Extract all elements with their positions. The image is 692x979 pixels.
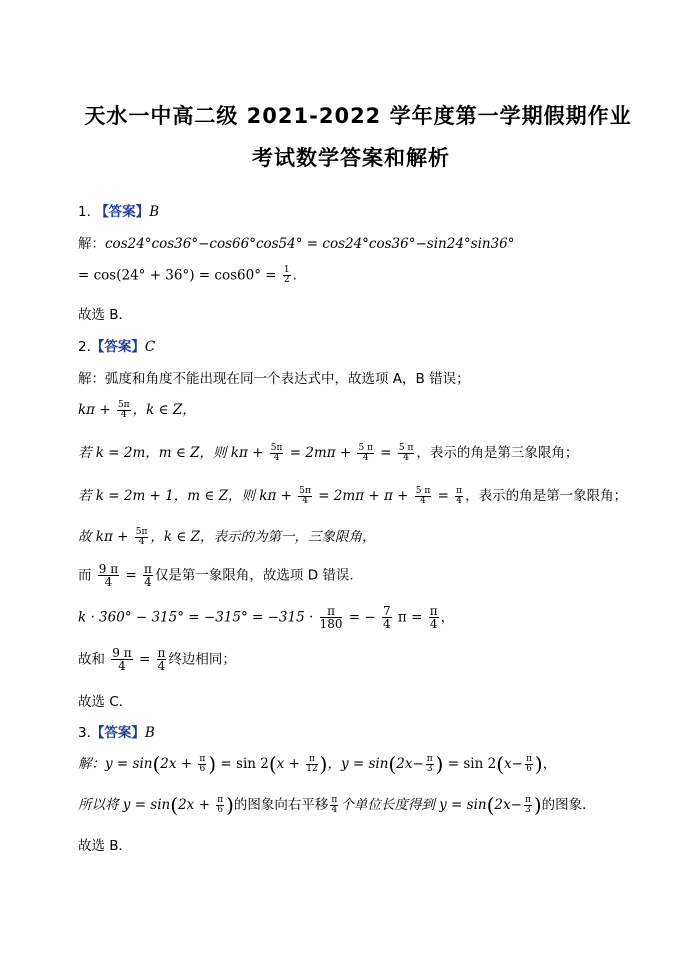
q2-number: 2. <box>78 339 91 355</box>
q1-number: 1. <box>78 204 91 220</box>
q1-fraction: $\frac{1}{2}$ <box>283 265 290 285</box>
q2-answer: C <box>144 339 156 355</box>
q3-number: 3. <box>78 725 91 741</box>
q2-conclusion: 故选 C． <box>78 694 133 710</box>
q2-line-1: 解：弧度和角度不能出现在同一个表达式中，故选项 A，B 错误； <box>78 371 470 387</box>
q1-conclusion: 故选 B． <box>78 307 133 323</box>
q2-line-2: kπ + $\frac{5\pi}{4}$ ，k ∈ Z， <box>78 399 196 420</box>
q1-expr-1: cos24°cos36°−cos66°cos54° = cos24°cos36°−sin24°sin36° <box>105 236 515 252</box>
q3-line-2: 所以将 y = sin(2x + $\frac{\pi}{6}$ )的图象向右平移 $\frac{\pi}{4}$ 个单位长度得到 y = sin(2x− $\frac{\pi}{3}$ )的图象． <box>78 793 596 817</box>
q2-line-7: k · 360° − 315° = −315° = −315 · $\frac{\pi}{180}$ = − $\frac{7}{4}$ π = $\frac{\pi}{4}$ ， <box>78 604 455 631</box>
q2-answer-line <box>78 335 155 355</box>
q3-answer-tag: 【答案】 <box>90 725 145 741</box>
document-subtitle: 考试数学答案和解析 <box>252 146 450 170</box>
q2-line-8: 故和 $\frac{9 \pi}{4}$ = $\frac{\pi}{4}$ 终边相同； <box>78 646 236 673</box>
q1-answer: B <box>149 204 160 220</box>
q2-line-4: 若 k = 2m + 1，m ∈ Z，则 kπ + $\frac{5\pi}{4}$ = 2mπ + π + $\frac{5 \pi}{4}$ = $\frac{\pi}{4}$ ，表示的角是第一象限角； <box>78 485 628 506</box>
q1-expr-2: = cos(24° + 36°) = cos60° = <box>78 267 277 284</box>
q2-answer-tag: 【答案】 <box>90 339 145 355</box>
q1-answer-line <box>78 200 159 220</box>
q2-line-5: 故 kπ + $\frac{5\pi}{4}$ ，k ∈ Z，表示的为第一，三象限角， <box>78 526 376 547</box>
q1-solution-label: 解： <box>78 236 105 252</box>
q3-line-1: 解：y = sin(2x + $\frac{\pi}{6}$ ) = sin 2(x + $\frac{\pi}{12}$ )，y = sin(2x− $\frac{\pi}{3}$ ) = sin 2(x− $\frac{\pi}{6}$ )， <box>78 752 557 776</box>
q2-line-6: 而 $\frac{9 \pi}{4}$ = $\frac{\pi}{4}$ 仅是第一象限角，故选项 D 错误． <box>78 562 363 589</box>
q1-solution-line-1 <box>78 232 515 252</box>
document-title: 天水一中高二级 2021-2022 学年度第一学期假期作业 <box>84 104 632 128</box>
q3-answer-line <box>78 721 155 741</box>
q3-conclusion: 故选 B． <box>78 838 133 854</box>
q2-line-3: 若 k = 2m，m ∈ Z，则 kπ + $\frac{5\pi}{4}$ = 2mπ + $\frac{5 \pi}{4}$ = $\frac{5 \pi}{4}$ ，表示的角是第三象限角； <box>78 442 579 463</box>
q1-answer-tag: 【答案】 <box>95 204 150 220</box>
q1-solution-line-2: = cos(24° + 36°) = cos60° = $\frac{1}{2}$ . <box>78 265 297 285</box>
q3-answer: B <box>144 725 155 741</box>
